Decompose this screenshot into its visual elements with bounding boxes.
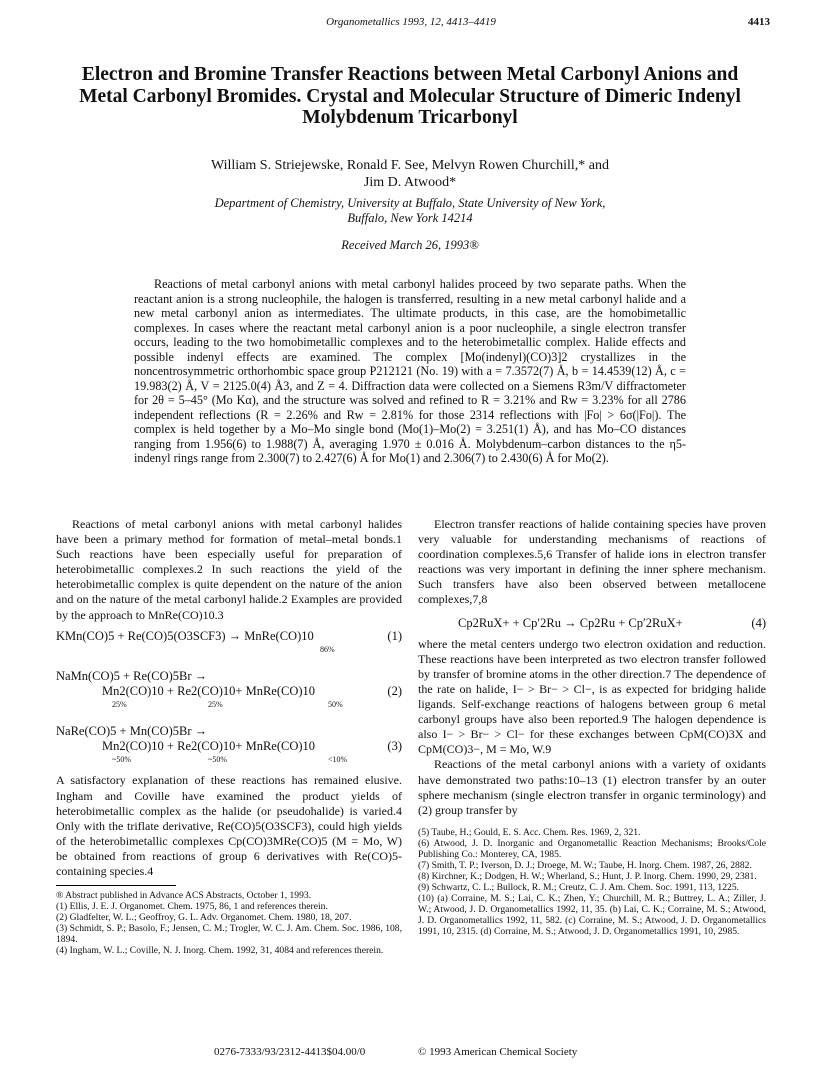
equation-3 — [56, 724, 402, 767]
footnote-8: (8) Kirchner, K.; Dodgen, H. W.; Wherland, S.; Hunt, J. P. Inorg. Chem. 1990, 29, 2381. — [418, 870, 757, 882]
author-list — [60, 157, 760, 191]
equation-1-text: KMn(CO)5 + Re(CO)5(O3SCF3) → MnRe(CO)10 — [56, 628, 314, 643]
footnote-abstract: ® Abstract published in Advance ACS Abstracts, October 1, 1993. — [56, 890, 312, 902]
equation-1-yield: 86% — [320, 644, 335, 654]
equation-2 — [56, 669, 402, 712]
authors-line-2: Jim D. Atwood* — [363, 175, 457, 190]
equation-2-number: (2) — [387, 683, 402, 698]
affiliation-line-1: Department of Chemistry, University at Buffalo, State University of New York, — [214, 196, 606, 210]
equation-3-yield-1: ~50% — [112, 755, 131, 765]
page-number: 4413 — [748, 16, 770, 28]
right-footnotes — [418, 827, 766, 937]
equation-4-number: (4) — [751, 615, 766, 630]
electron-transfer-paragraph: Electron transfer reactions of halide containing species have proven very valuable for understanding mechanisms of reactions of coordination complexes.5,6 Transfer of halide ions in electron transfer reactions was very important in defining the inner sphere mechanism. Such transfers have also been observed between metallocene complexes,7,8 — [418, 517, 766, 607]
equation-2-products: Mn2(CO)10 + Re2(CO)10+ MnRe(CO)10 — [102, 683, 316, 698]
affiliation — [60, 196, 760, 226]
footnote-3: (3) Schmidt, S. P.; Basolo, F.; Jensen, C. M.; Trogler, W. C. J. Am. Chem. Soc. 1986, 108, 1894. — [56, 923, 402, 946]
journal-citation: Organometallics 1993, 12, 4413–4419 — [326, 16, 496, 28]
left-column — [56, 517, 402, 956]
footnote-7: (7) Smith, T. P.; Iverson, D. J.; Droege, M. W.; Taube, H. Inorg. Chem. 1987, 26, 2882. — [418, 859, 752, 871]
footnote-1: (1) Ellis, J. E. J. Organomet. Chem. 1975, 86, 1 and references therein. — [56, 901, 328, 913]
footnote-2: (2) Gladfelter, W. L.; Geoffroy, G. L. Adv. Organomet. Chem. 1980, 18, 207. — [56, 912, 352, 924]
authors-line-1: William S. Striejewske, Ronald F. See, Melvyn Rowen Churchill,* and — [210, 158, 610, 173]
equation-2-yield-2: 25% — [208, 700, 223, 710]
equation-3-yield-2: ~50% — [208, 755, 227, 765]
oxidants-paragraph: Reactions of the metal carbonyl anions with a variety of oxidants have demonstrated two paths:10–13 (1) electron transfer by an outer sphere mechanism (single electron transfer in organic terminology) and (2) group transfer by — [418, 757, 766, 817]
discussion-paragraph: A satisfactory explanation of these reactions has remained elusive. Ingham and Coville have examined the product yields of heterobimetallic complex as the halide (or pseudohalide) is varied.4 Only with the triflate derivative, Re(CO)5(O3SCF3), could high yields of the heterobimetallic complexes Cp(CO)3MRe(CO)5 (M = Mo, W) be obtained from reactions of group 6 derivatives with Re(CO)5-containing species.4 — [56, 773, 402, 878]
issn-code: 0276-7333/93/2312-4413$04.00/0 — [214, 1046, 366, 1058]
equation-4 — [418, 616, 766, 631]
equation-2-reactants: NaMn(CO)5 + Re(CO)5Br → — [56, 668, 208, 683]
equation-3-products: Mn2(CO)10 + Re2(CO)10+ MnRe(CO)10 — [102, 739, 316, 754]
equation-4-text: Cp2RuX+ + Cp′2Ru → Cp2Ru + Cp′2RuX+ — [458, 615, 683, 630]
equation-2-yield-3: 50% — [328, 700, 343, 710]
received-date: Received March 26, 1993® — [341, 238, 479, 252]
footnote-4: (4) Ingham, W. L.; Coville, N. J. Inorg. Chem. 1992, 31, 4084 and references therein. — [56, 945, 384, 957]
equation-3-reactants: NaRe(CO)5 + Mn(CO)5Br → — [56, 724, 208, 739]
footnote-6: (6) Atwood, J. D. Inorganic and Organometallic Reaction Mechanisms; Brooks/Cole Publishing Co.: Monterey, CA, 1985. — [418, 837, 766, 860]
equation-1-number: (1) — [387, 628, 402, 643]
footnote-5: (5) Taube, H.; Gould, E. S. Acc. Chem. Res. 1969, 2, 321. — [418, 826, 641, 838]
abstract: Reactions of metal carbonyl anions with metal carbonyl halides proceed by two separate paths. When the reactant anion is a strong nucleophile, the halogen is transferred, resulting in a new metal carbonyl halide and a new metal carbonyl anion as intermediates. The ultimate products, in this case, are the homobimetallic complexes. In cases where the reactant metal carbonyl anion is a poor nucleophile, a single electron transfer occurs, leading to the two homobimetallic complexes and to the heterobimetallic complex. Halide effects and possible indenyl effects are examined. The complex [Mo(indenyl)(CO)3]2 crystallizes in the noncentrosymmetric orthorhombic space group P212121 (No. 19) with a = 7.3572(7) Å, b = 14.4539(12) Å, c = 19.983(2) Å, V = 2125.0(4) Å3, and Z = 4. Diffraction data were collected on a Siemens R3m/V diffractometer for 2θ = 5–45° (Mo Kα), and the structure was solved and refined to R = 3.21% and Rw = 3.23% for all 2786 independent reflections (R = 2.26% and Rw = 2.81% for those 2314 reflections with |Fo| > 6σ(|Fo|). The complex is held together by a Mo–Mo single bond (Mo(1)–Mo(2) = 3.251(1) Å), and has Mo–CO distances ranging from 1.956(6) to 1.988(7) Å, averaging 1.970 ± 0.016 Å. Molybdenum–carbon distances to the η5-indenyl rings range from 2.300(7) to 2.427(6) Å for Mo(1) and 2.306(7) to 2.430(6) Å for Mo(2). — [134, 277, 686, 465]
equation-3-yield-3: <10% — [328, 755, 348, 765]
running-head — [52, 16, 770, 32]
article-title: Electron and Bromine Transfer Reactions between Metal Carbonyl Anions and Metal Carbonyl Bromides. Crystal and Molecular Structure of Dimeric Indenyl Molybdenum Tricarbonyl — [79, 64, 741, 128]
mechanism-paragraph: where the metal centers undergo two electron oxidation and reduction. These reactions have been interpreted as two electron transfer followed by transfer of bromine atoms in the other direction.7 The dependence of the rate on halide, I− > Br− > Cl−, is as expected for bridging halide ligands. Self-exchange reactions of halogens between group 6 metal carbonyl groups have also been reported.9 The halogen dependence is also I− > Br− > Cl− for these exchanges between CpM(CO)3X and CpM(CO)3−, M = Mo, W.9 — [418, 636, 766, 757]
footnote-9: (9) Schwartz, C. L.; Bullock, R. M.; Creutz, C. J. Am. Chem. Soc. 1991, 113, 1225. — [418, 881, 740, 893]
affiliation-line-2: Buffalo, New York 14214 — [347, 211, 473, 225]
left-footnotes — [56, 890, 402, 956]
copyright-notice: © 1993 American Chemical Society — [418, 1046, 578, 1058]
equation-2-yield-1: 25% — [112, 700, 127, 710]
intro-paragraph: Reactions of metal carbonyl anions with metal carbonyl halides have been a primary method for formation of metal–metal bonds.1 Such reactions have been especially useful for preparation of heterobimetallic complexes.2 In such reactions the yield of the heterobimetallic complex is quite dependent on the nature of the anion and on the nature of the metal carbonyl halide.2 Examples are provided by the approach to MnRe(CO)10.3 — [56, 517, 402, 622]
equation-1 — [56, 629, 402, 657]
equation-3-number: (3) — [387, 739, 402, 754]
right-column — [418, 517, 766, 937]
footnote-10: (10) (a) Corraine, M. S.; Lai, C. K.; Zhen, Y.; Churchill, M. R.; Buttrey, L. A.; Ziller, J. W.; Atwood, J. D. Organometallics 1992, 11, 35. (b) Lai, C. K.; Corraine, M. S.; Atwood, J. D. Organometallics 1992, 11, 582. (c) Corraine, M. S.; Atwood, J. D. Organometallics 1991, 10, 2315. (d) Corraine, M. S.; Atwood, J. D. Organometallics 1991, 10, 2985. — [418, 892, 766, 937]
footnote-divider — [56, 885, 176, 886]
